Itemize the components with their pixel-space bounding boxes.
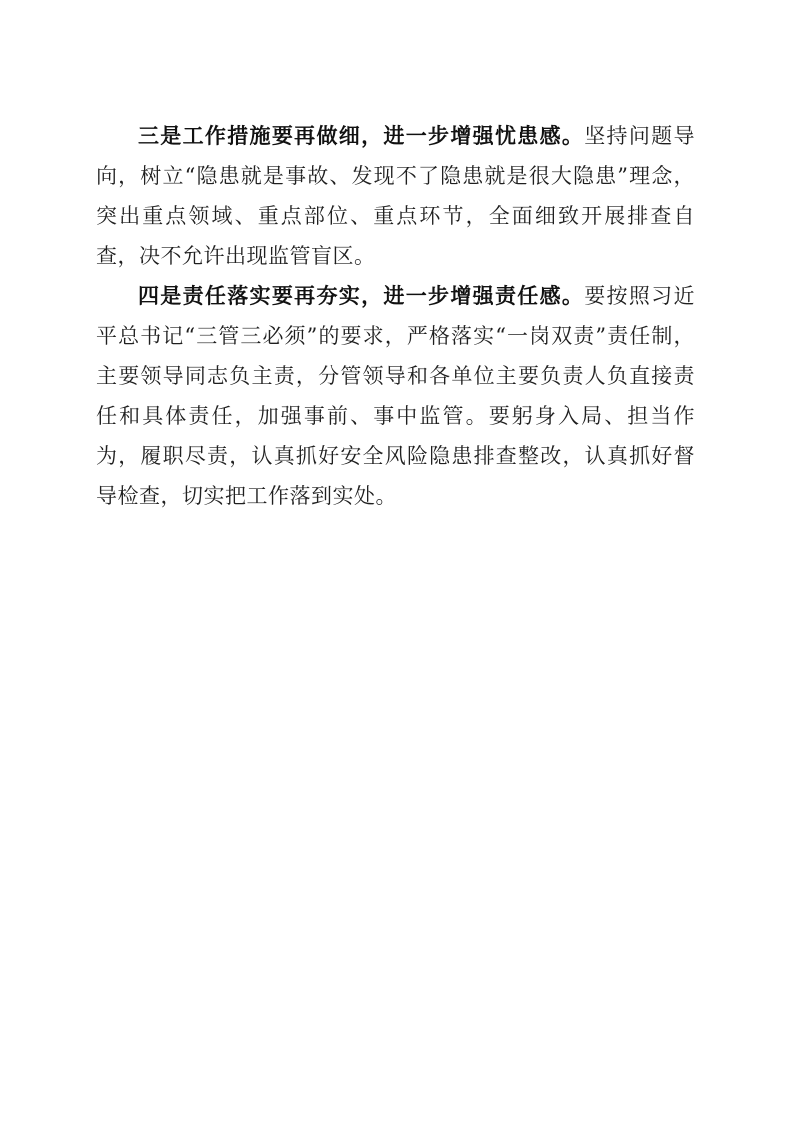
paragraph-lead-bold: 四是责任落实要再夯实，进一步增强责任感。 <box>138 284 585 308</box>
paragraph-body-text: 要按照习近平总书记“三管三必须”的要求，严格落实“一岗双责”责任制，主要领导同志负主责，分管领导和各单位主要负责人负直接责任和具体责任，加强事前、事中监管。要躬身入局、担当作为，履职尽责，认真抓好安全风险隐患排查整改，认真抓好督导检查，切实把工作落到实处。 <box>96 284 695 508</box>
paragraph-lead-bold: 三是工作措施要再做细，进一步增强忧患感。 <box>138 124 585 148</box>
paragraph-body-text: 坚持问题导向，树立“隐患就是事故、发现不了隐患就是很大隐患”理念，突出重点领域、重点部位、重点环节，全面细致开展排查自查，决不允许出现监管盲区。 <box>96 124 695 268</box>
paragraph-point-three <box>96 116 695 276</box>
document-body <box>0 0 793 516</box>
paragraph-point-four <box>96 276 695 516</box>
